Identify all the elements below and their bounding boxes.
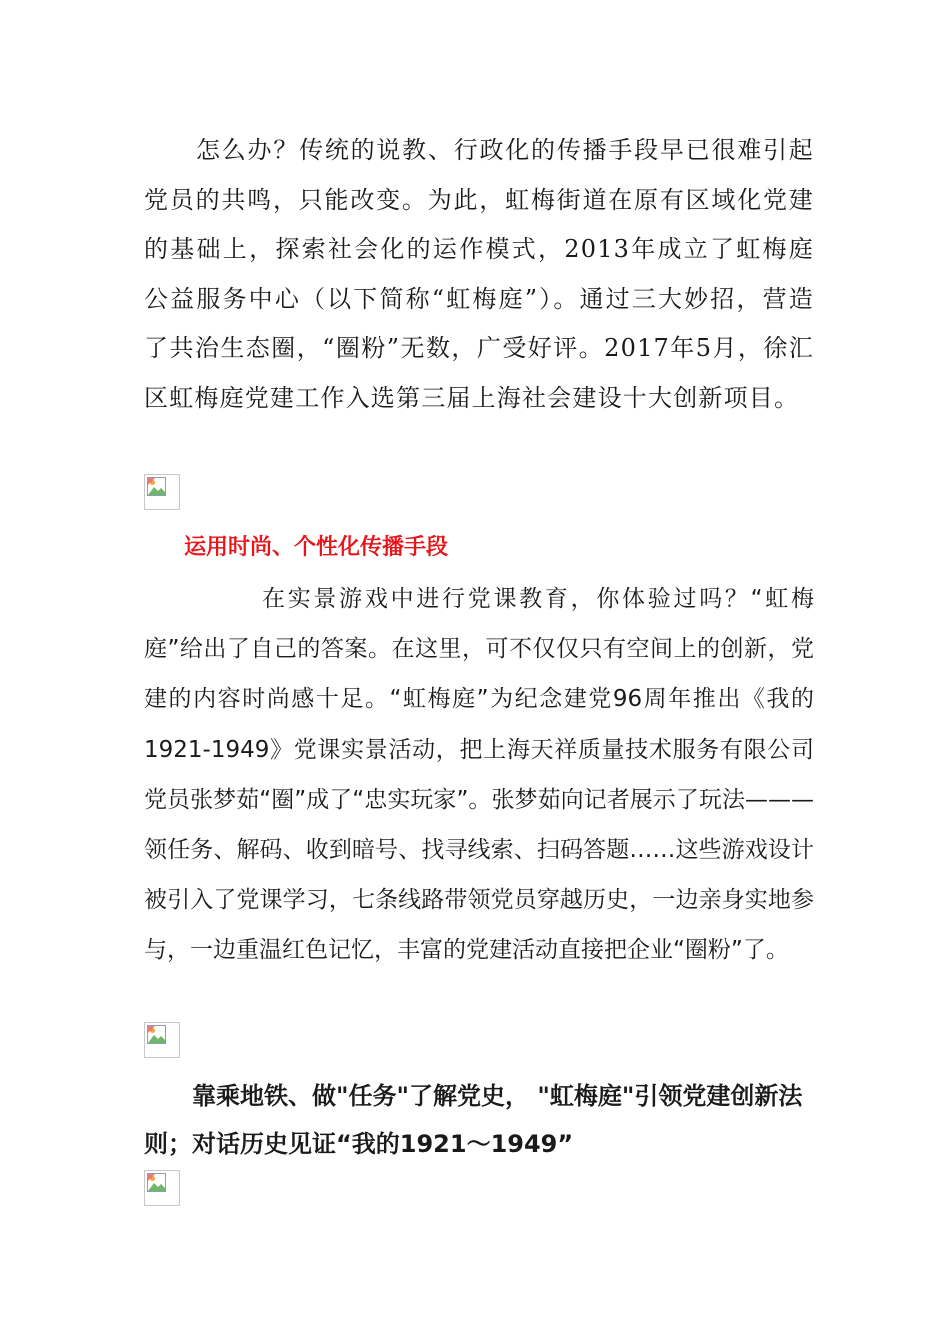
bold-subheading: 靠乘地铁、做"任务"了解党史， "虹梅庭"引领党建创新法则；对话历史见证“我的1921～1949” [144, 1082, 803, 1158]
broken-image-icon [144, 474, 180, 510]
body-paragraph-2: 在实景游戏中进行党课教育，你体验过吗？“虹梅庭”给出了自己的答案。在这里，可不仅仅只有空间上的创新，党建的内容时尚感十足。“虹梅庭”为纪念建党96周年推出《我的1921-1949》党课实景活动，把上海天祥质量技术服务有限公司党员张梦茹“圈”成了“忠实玩家”。张梦茹向记者展示了玩法———领任务、解码、收到暗号、找寻线索、扫码答题……这些游戏设计被引入了党课学习，七条线路带领党员穿越历史，一边亲身实地参与，一边重温红色记忆，丰富的党建活动直接把企业“圈粉”了。 [144, 586, 814, 964]
section-heading: 运用时尚、个性化传播手段 [184, 535, 449, 560]
broken-image-icon [144, 1170, 180, 1206]
broken-image-icon [144, 1022, 180, 1058]
body-paragraph-1: 怎么办？传统的说教、行政化的传播手段早已很难引起党员的共鸣，只能改变。为此，虹梅街道在原有区域化党建的基础上，探索社会化的运作模式，2013年成立了虹梅庭公益服务中心（以下简称“虹梅庭”）。通过三大妙招，营造了共治生态圈，“圈粉”无数，广受好评。2017年5月，徐汇区虹梅庭党建工作入选第三届上海社会建设十大创新项目。 [144, 136, 814, 412]
